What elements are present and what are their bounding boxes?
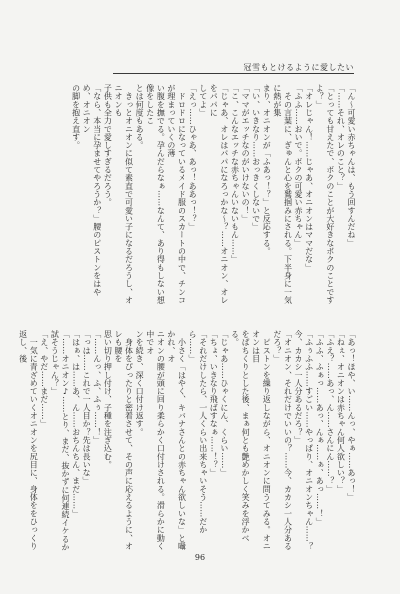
text-line: まり、オニオンが「ふあっ！？」と反応する。 bbox=[262, 84, 272, 256]
text-line: 身体をぴったりと密着させて、その声に応えるように、オレも腰を bbox=[113, 330, 134, 551]
text-line: 「……それ、オレのこと？」 bbox=[336, 84, 346, 190]
text-line: ピストンを繰り返しながら、オニオンに問うてみる。オニオンは目 bbox=[251, 330, 272, 551]
text-line: 「い、いきなり……おっきくしないで」 bbox=[251, 84, 261, 231]
text-line: 「……んっ、ふ、ふぅ……！」 bbox=[92, 330, 102, 445]
text-line: 「っは……これで一人目か？先は長いな」 bbox=[82, 330, 92, 485]
text-line: 子供も全力で愛しすぎるだろう。 bbox=[103, 84, 113, 207]
text-line: その言葉に、ぎゅんと心を鷲掴みにされる。下半身に一気に熱が集 bbox=[272, 84, 293, 305]
text-line: ンを続き、深く口付け返す。 bbox=[135, 330, 145, 436]
text-line: 「……オニオン♪……とり、まだ、抜かずに何連続イケるか試そうじゃん？」 bbox=[50, 330, 70, 552]
text-line: 「え、やだ……まだ……」 bbox=[39, 330, 49, 428]
text-line: してよ」 bbox=[198, 84, 208, 117]
text-line: 「とっても甘えたで、ボクのことが大好きなボクのことですよ？」 bbox=[315, 84, 335, 305]
text-line: 「オニオン、それだけでいいの？……今、カカシ一人分あるだろ？」 bbox=[272, 330, 293, 551]
page-number: 96 bbox=[194, 553, 206, 562]
text-line: 思い切り押し付け、子種を注ぎ込む。 bbox=[103, 330, 113, 469]
text-line: 「ふえ？……あっ、ん……さんにん……？」 bbox=[325, 330, 335, 493]
text-line: をぱちくりとした後、まぁ何とも艶めかしく笑みを浮かべる。 bbox=[230, 330, 251, 542]
text-line: の脚を抱え直す。 bbox=[71, 84, 81, 150]
text-line: い腹を撫でる。孕んだらなぁ……なんて、あり得もしない想像をしたこ bbox=[145, 84, 166, 305]
text-line: ドロドロになっているメイド服のスカートの中で、チンコが理まっていくの薄 bbox=[166, 84, 187, 305]
text-line: 「じゃあ……ひゃくにん、くらい……」 bbox=[219, 330, 229, 477]
text-line: 一気に青ざめていくオニオンを尻目に、身体ををひっくり返し、後 bbox=[18, 330, 39, 551]
text-line: 「それだけしたら、一人くらい出来ちゃいそう……だから……」 bbox=[188, 330, 208, 534]
text-line: 「じゃあ、オレはパパになろっかな〜？……オニオン、オレをパパに bbox=[209, 84, 229, 305]
text-line: 「ん〜可愛い赤ちゃんは、もう回すんだね」 bbox=[347, 84, 356, 247]
text-line: 「はぁ、は……あ、ん……おちんちん、まだ……」 bbox=[71, 330, 81, 518]
text-line: 「あっ！ほや、い……んっ、やぁ……あっ！」 bbox=[347, 330, 356, 502]
text-line: きっとオニオンに似て素直で可愛い子になるだろうし、オニオンも bbox=[113, 84, 134, 305]
text-line: 「ふぅふふ……すごい……やっぱり、オニオンちゃん……？ 今、カカシ一人分あるだろ？」 bbox=[294, 330, 314, 559]
text-line: 「ママがエッチなのがいけないの！」 bbox=[241, 84, 251, 223]
text-block-top bbox=[40, 84, 356, 309]
text-line: 「えっ……ひゃあ、あっ！ああっ！？」 bbox=[188, 84, 198, 231]
text-line: とは何度もある。 bbox=[135, 84, 145, 150]
header-rule bbox=[113, 73, 354, 74]
running-header-title: 冠雪もとけるように愛したい bbox=[243, 63, 354, 72]
text-line: 「ふふ……おいで。ボクの可愛い赤ちゃん」 bbox=[294, 84, 304, 247]
text-line: 「こ、こんなエッチな赤ちゃんいないもん……」 bbox=[230, 84, 240, 264]
text-line: ニオンの腰が頭に回り柔らかく口付けされる。滑らかに動く中でオ bbox=[145, 330, 166, 551]
text-line: 「ねぇ、オニオンは赤ちゃん何人欲しい？」 bbox=[336, 330, 346, 493]
text-line: 小さく「はやく、キバナさんとの赤ちゃん欲しいな」と囁かれ、オ bbox=[166, 330, 187, 551]
text-line: 「オレじゃん！……じゃあ、オニオンはママだな」 bbox=[304, 84, 314, 272]
text-line: 「ふふ、ふぁっ……あっ、んぁ……ぁ、あっ……！」 bbox=[315, 330, 325, 526]
text-line: 「なら、本当に孕ませてやろうか？」腰のピストンをはやめ、オニオン bbox=[82, 84, 102, 296]
text-line: 「ちょ、いきなり飛ばすなぁ……！？」 bbox=[209, 330, 219, 477]
